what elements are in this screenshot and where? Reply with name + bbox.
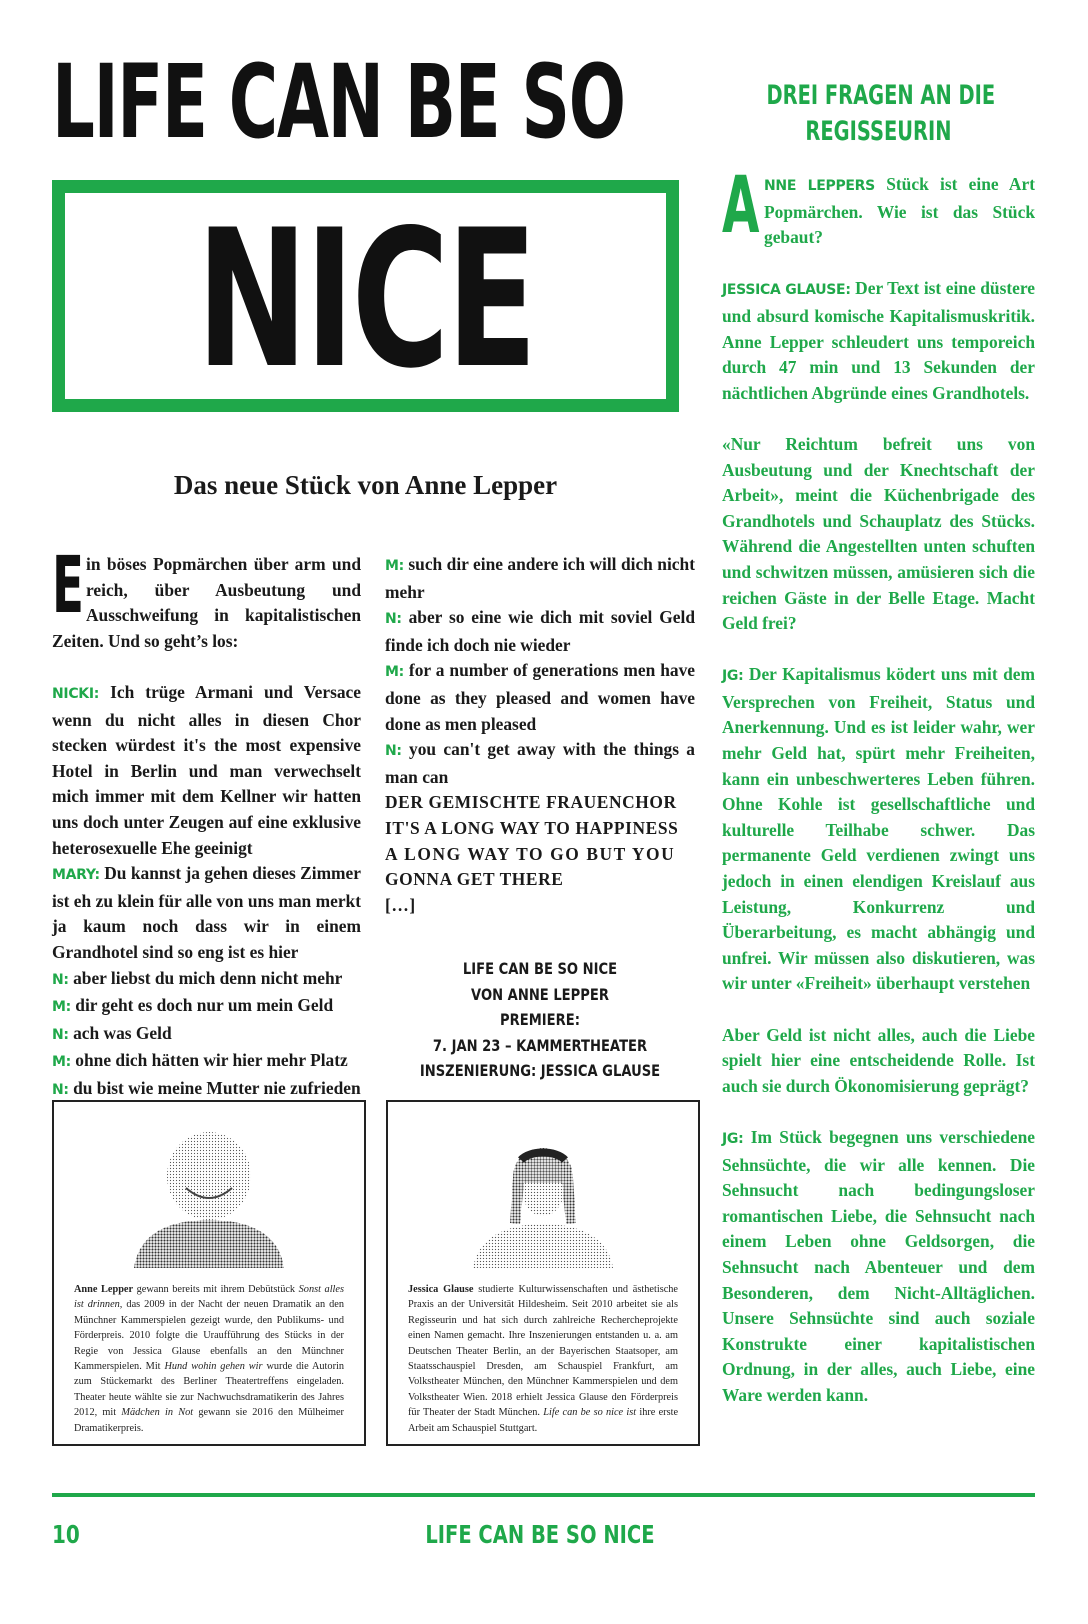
dialogue-text: ohne dich hätten wir hier mehr Platz bbox=[75, 1050, 348, 1071]
dialogue-text: such dir eine andere ich will dich nicht mehr bbox=[385, 554, 695, 602]
question-1 bbox=[722, 161, 1035, 251]
bio-text-part: wurde die Autorin zum Stückemarkt des Berliner Theatertreffens eingeladen. Theater heute wählte sie zur Nachwuchsdramatikerin des Jahres 2012, mit bbox=[74, 1361, 345, 1419]
premiere-info bbox=[385, 956, 695, 1084]
speaker-label: N: bbox=[52, 1081, 69, 1098]
bio-work-title: Mädchen in Not bbox=[121, 1407, 194, 1419]
dialogue-text: ach was Geld bbox=[73, 1022, 172, 1043]
chorus-line: GONNA GET THERE bbox=[385, 869, 564, 890]
footer-rule bbox=[52, 1493, 1035, 1497]
premiere-line: LIFE CAN BE SO NICE bbox=[462, 959, 618, 978]
dialogue-text: Du kannst ja gehen dieses Zimmer ist eh zu klein für alle von uns man merkt ja kaum noch dass wir in einem Grandhotel sind so eng ist es hier bbox=[52, 863, 361, 962]
chorus-block bbox=[385, 790, 695, 918]
dialogue-line bbox=[52, 1048, 361, 1076]
dialogue-text: for a number of generations men have done as they pleased and women have done as men pleased bbox=[385, 660, 695, 734]
interview-column bbox=[722, 161, 1035, 1409]
dialogue-line bbox=[385, 605, 695, 658]
dialogue-text: aber liebst du mich denn nicht mehr bbox=[73, 967, 343, 988]
bio-box-jessica-glause bbox=[386, 1100, 700, 1446]
premiere-line: INSZENIERUNG: JESSICA GLAUSE bbox=[419, 1061, 661, 1080]
bio-work-title: Hund wohin gehen wir bbox=[164, 1361, 263, 1373]
portrait-jessica-glause bbox=[458, 1128, 628, 1268]
speaker-label: M: bbox=[385, 558, 404, 574]
chorus-line: IT'S A LONG WAY TO HAPPINESS bbox=[385, 817, 679, 838]
dialogue-text: you can't get away with the things a man can bbox=[385, 739, 695, 787]
speaker-label: NICKI: bbox=[52, 685, 100, 702]
bio-name: Anne Lepper bbox=[74, 1284, 134, 1295]
intro-text: in böses Popmärchen über arm und reich, über Ausbeutung und Ausschweifung in kapitalistischen Zeiten. Und so geht’s los: bbox=[52, 554, 361, 651]
speaker-label: M: bbox=[52, 1054, 71, 1071]
footer-title-text: LIFE CAN BE SO NICE bbox=[425, 1520, 655, 1549]
intro-paragraph bbox=[52, 541, 361, 654]
dialogue-line bbox=[52, 861, 361, 965]
bio-box-anne-lepper bbox=[52, 1100, 366, 1446]
dialogue-line bbox=[385, 737, 695, 790]
dialogue-text: du bist wie meine Mutter nie zufrieden bbox=[73, 1077, 361, 1098]
question-1-name: NNE LEPPERS bbox=[764, 178, 875, 194]
speaker-label: MARY: bbox=[52, 867, 100, 884]
dialogue-text: aber so eine wie dich mit soviel Geld finde ich doch nie wieder bbox=[385, 607, 695, 655]
question-2: «Nur Reichtum befreit uns von Ausbeutung und der Knechtschaft der Arbeit», meint die Küchenbrigade des Grandhotels und Schauplatz des Stücks. Während die Angestellten unten schuften und schwitzen müssen, amüsieren sich die reichen Gäste in der Belle Etage. Macht Geld frei? bbox=[722, 433, 1035, 634]
bio-text-part: ihre erste Arbeit am Schauspiel Stuttgart. bbox=[408, 1407, 679, 1434]
answer-3-text: Im Stück begegnen uns verschiedene Sehnsüchte, die wir alle kennen. Die Sehnsucht nach bedingungsloser romantischen Liebe, die Sehnsucht nach einem Leben ohne Geldsorgen, die Sehnsucht nach Abenteuer und dem Besonderen, dem Nicht-Alltäglichen. Unsere Sehnsüchte sind auch soziale Konstrukte einer kapitalistischen Ordnung, in der alles, auch Liebe, eine Ware werden kann. bbox=[722, 1126, 1035, 1405]
answer-speaker: JESSICA GLAUSE: bbox=[722, 282, 851, 299]
chorus-line: […] bbox=[385, 894, 416, 915]
premiere-line: 7. JAN 23 – KAMMERTHEATER bbox=[432, 1035, 648, 1055]
footer-title bbox=[385, 1520, 695, 1549]
bio-text-part: studierte Kulturwissenschaften und ästhetische Praxis an der Universität Hildesheim. Seit 2010 arbeitet sie als Regisseurin und hat sich durch zahlreiche Rechercheprojekte einen Namen gemacht. Ihre Inszenierungen entstanden u. a. am Deutschen Theater Berlin, an der Bayerischen Staatsoper, am Staatsschauspiel Dresden, am Schauspiel Frankfurt, am Volkstheater München, den Münchner Kammerspielen und dem Volkstheater Wien. 2018 erhielt Jessica Glause den Förderpreis für Theater der Stadt München. bbox=[408, 1284, 678, 1419]
answer-speaker: JG: bbox=[722, 1130, 744, 1147]
dialogue-text: Ich trüge Armani und Versace wenn du nicht alles in diesen Chor stecken würdest it's the most expensive Hotel in Berlin und man verwechselt mich immer mit dem Kellner wir hatten uns doch unter Zeugen auf eine exklusive heterosexuelle Ehe geeinigt bbox=[52, 681, 361, 858]
bio-text-part: das 2009 in der Nacht der neuen Dramatik an den Münchner Kammerspielen gezeigt wurde, den Publikums- und Förderpreis. 2010 folgte die Uraufführung des Stücks in der Regie von Jessica Glause ebenfalls an den Münchner Kammerspielen. Mit bbox=[74, 1299, 344, 1373]
intro-dropcap: E bbox=[52, 541, 84, 631]
speaker-label: M: bbox=[52, 999, 71, 1016]
chorus-line: DER GEMISCHTE FRAUENCHOR bbox=[385, 792, 677, 813]
dialogue-line bbox=[52, 993, 361, 1021]
interview-heading-line-2: REGISSEURIN bbox=[805, 116, 952, 147]
answer-1-text: Der Text ist eine düstere und absurd komische Kapitalismuskritik. Anne Lepper schleudert uns temporeich durch 47 min und 13 Sekunden der nächtlichen Abgründe eines Grandhotels. bbox=[722, 278, 1035, 403]
answer-speaker: JG: bbox=[722, 668, 744, 685]
speaker-label: M: bbox=[385, 664, 404, 681]
answer-3 bbox=[722, 1125, 1035, 1409]
play-excerpt-mid-column bbox=[385, 552, 695, 918]
premiere-line: VON ANNE LEPPER bbox=[471, 984, 609, 1004]
bio-work-title: Life can be so nice ist bbox=[543, 1407, 637, 1419]
dialogue-line bbox=[385, 552, 695, 605]
page-number: 10 bbox=[52, 1520, 80, 1549]
question-1-text: Stück ist eine Art Popmärchen. Wie ist das Stück gebaut? bbox=[764, 174, 1035, 248]
interview-heading-line-1: DREI FRAGEN AN DIE bbox=[766, 80, 996, 111]
dialogue-text: dir geht es doch nur um mein Geld bbox=[75, 995, 334, 1016]
portrait-anne-lepper bbox=[124, 1128, 294, 1268]
question-3: Aber Geld ist nicht alles, auch die Liebe spielt hier eine entscheidende Rolle. Ist auch sie durch Ökonomisierung geprägt? bbox=[722, 1024, 1035, 1096]
chorus-line: A LONG WAY TO GO BUT YOU bbox=[385, 843, 676, 864]
article-subtitle: Das neue Stück von Anne Lepper bbox=[173, 470, 558, 500]
bio-work-title: Sonst alles ist drinnen, bbox=[74, 1284, 344, 1311]
bio-text-part: gewann sie 2016 den Mülheimer Dramatikerpreis. bbox=[74, 1407, 344, 1434]
premiere-line: PREMIERE: bbox=[500, 1010, 580, 1029]
dialogue-line bbox=[52, 680, 361, 861]
bio-text-part: gewann bereits mit ihrem Debütstück bbox=[136, 1284, 296, 1295]
answer-1 bbox=[722, 276, 1035, 406]
speaker-label: N: bbox=[385, 743, 402, 760]
bio-text-jessica-glause bbox=[408, 1282, 678, 1436]
play-excerpt-left-column bbox=[52, 541, 361, 1103]
speaker-label: N: bbox=[385, 611, 402, 628]
dialogue-mid bbox=[385, 552, 695, 790]
dialogue-line bbox=[52, 966, 361, 994]
headline-frame bbox=[52, 180, 679, 412]
bio-text-anne-lepper bbox=[74, 1282, 344, 1436]
interview-heading bbox=[722, 78, 1035, 150]
speaker-label: N: bbox=[52, 971, 69, 988]
bio-name: Jessica Glause bbox=[408, 1284, 474, 1295]
answer-2 bbox=[722, 662, 1035, 997]
question-dropcap: A bbox=[722, 161, 760, 251]
speaker-label: N: bbox=[52, 1026, 69, 1043]
dialogue-left bbox=[52, 680, 361, 1104]
dialogue-line bbox=[52, 1021, 361, 1049]
headline-line-1: LIFE CAN BE SO bbox=[52, 43, 625, 162]
headline-line-2: NICE bbox=[196, 189, 535, 410]
answer-2-text: Der Kapitalismus ködert uns mit dem Versprechen von Freiheit, Status und Anerkennung. Und es ist leider wahr, wer mehr Geld hat, spürt mehr Freiheiten, kann ein unbeschwerteres Leben führen. Ohne Kohle ist gesellschaftliche und kulturelle Teilhabe schwer. Das permanente Geld verdienen zwingt uns jedoch in einen elendigen Kreislauf aus Leistung, Konkurrenz und Überarbeitung, es macht abhängig und unfrei. Wir müssen also diskutieren, was wir unter «Freiheit» überhaupt verstehen bbox=[722, 664, 1035, 994]
dialogue-line bbox=[385, 658, 695, 737]
